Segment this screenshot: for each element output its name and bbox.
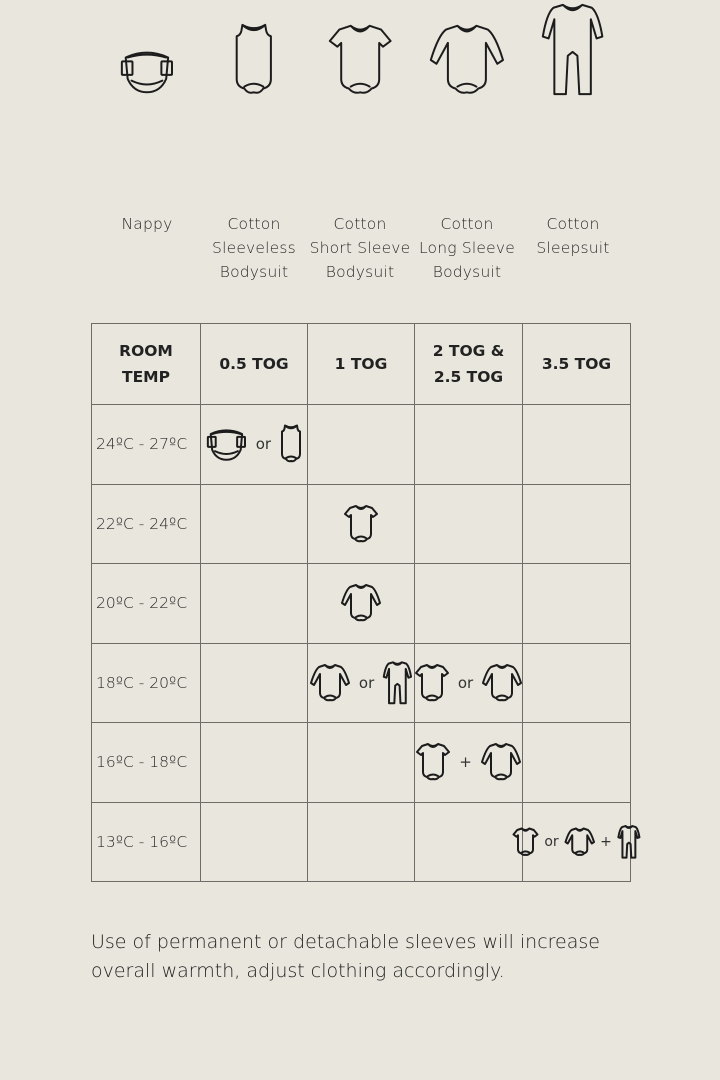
- sleepsuit-icon: [518, 2, 628, 98]
- tog-cell: [415, 564, 523, 644]
- table-row: [92, 643, 631, 723]
- tog-cell: [523, 405, 631, 485]
- short-sleeve-bodysuit-icon: [415, 742, 451, 782]
- tog-cell: [201, 723, 308, 803]
- outfit-combination: [308, 583, 414, 623]
- room-temp-cell: 16ºC - 18ºC: [92, 723, 201, 803]
- legend-item-nappy: [92, 0, 202, 233]
- short-sleeve-bodysuit-icon: [414, 663, 450, 703]
- tog-cell: [308, 643, 415, 723]
- legend-label: Cotton Long Sleeve Bodysuit: [418, 215, 516, 281]
- sleeveless-bodysuit-icon: [199, 22, 309, 98]
- table-row: [92, 723, 631, 803]
- legend-item-sleepsuit: [518, 0, 628, 257]
- legend-item-long-sleeve-bodysuit: [412, 0, 522, 281]
- outfit-combination: [308, 661, 414, 705]
- tog-cell: [415, 484, 523, 564]
- long-sleeve-bodysuit-icon: [564, 827, 596, 857]
- table-header-row: [92, 324, 631, 405]
- sleeveless-bodysuit-icon: [279, 424, 303, 464]
- tog-cell: [308, 723, 415, 803]
- tog-cell: [523, 802, 631, 882]
- tog-cell: [523, 564, 631, 644]
- or-separator: or: [358, 673, 375, 692]
- long-sleeve-bodysuit-icon: [480, 742, 522, 782]
- tog-guide-table: [91, 323, 631, 882]
- sleepsuit-icon: [617, 825, 641, 859]
- tog-cell: [523, 723, 631, 803]
- header-1-tog: 1 TOG: [308, 324, 415, 405]
- short-sleeve-bodysuit-icon: [305, 22, 415, 98]
- tog-cell: [201, 802, 308, 882]
- room-temp-cell: 22ºC - 24ºC: [92, 484, 201, 564]
- header-room-temp: ROOM TEMP: [92, 324, 201, 405]
- nappy-icon: [205, 424, 248, 464]
- warmth-note: Use of permanent or detachable sleeves will increase overall warmth, adjust clothing accordingly.: [91, 931, 600, 982]
- outfit-combination: [415, 663, 522, 703]
- room-temp-cell: 20ºC - 22ºC: [92, 564, 201, 644]
- legend-item-sleeveless-bodysuit: [199, 0, 309, 281]
- table-row: [92, 484, 631, 564]
- plus-separator: +: [600, 833, 612, 850]
- room-temp-cell: 13ºC - 16ºC: [92, 802, 201, 882]
- tog-cell: [201, 405, 308, 485]
- header-3-5-tog: 3.5 TOG: [523, 324, 631, 405]
- table-row: [92, 564, 631, 644]
- or-separator: or: [457, 673, 474, 692]
- table-row: [92, 802, 631, 882]
- tog-cell: [415, 643, 523, 723]
- legend-label: Cotton Sleeveless Bodysuit: [212, 215, 296, 281]
- room-temp-cell: 18ºC - 20ºC: [92, 643, 201, 723]
- room-temp-cell: 24ºC - 27ºC: [92, 405, 201, 485]
- outfit-combination: [308, 504, 414, 544]
- or-separator: or: [544, 833, 559, 850]
- nappy-icon: [92, 44, 202, 98]
- tog-cell: [523, 484, 631, 564]
- legend-label: Cotton Short Sleeve Bodysuit: [309, 215, 411, 281]
- legend-label: Cotton Sleepsuit: [536, 215, 610, 257]
- tog-cell: [308, 564, 415, 644]
- tog-cell: [415, 405, 523, 485]
- legend-label: Nappy: [121, 215, 173, 233]
- short-sleeve-bodysuit-icon: [343, 504, 379, 544]
- tog-cell: [201, 564, 308, 644]
- header-0-5-tog: 0.5 TOG: [201, 324, 308, 405]
- long-sleeve-bodysuit-icon: [340, 583, 382, 623]
- legend-item-short-sleeve-bodysuit: [305, 0, 415, 281]
- short-sleeve-bodysuit-icon: [512, 827, 539, 857]
- tog-cell: [415, 723, 523, 803]
- tog-cell: [308, 405, 415, 485]
- tog-cell: [308, 484, 415, 564]
- plus-separator: +: [459, 753, 472, 772]
- long-sleeve-bodysuit-icon: [309, 663, 351, 703]
- table-body: [92, 405, 631, 882]
- tog-cell: [308, 802, 415, 882]
- tog-cell: [201, 643, 308, 723]
- sleepsuit-icon: [382, 661, 413, 705]
- outfit-combination: [201, 424, 307, 464]
- or-separator: or: [255, 435, 272, 454]
- clothing-legend: [0, 0, 720, 300]
- tog-cell: [201, 484, 308, 564]
- header-2-tog: 2 TOG & 2.5 TOG: [415, 324, 523, 405]
- tog-cell: [415, 802, 523, 882]
- tog-cell: [523, 643, 631, 723]
- outfit-combination: [523, 825, 630, 859]
- long-sleeve-bodysuit-icon: [412, 22, 522, 98]
- table-row: [92, 405, 631, 485]
- long-sleeve-bodysuit-icon: [481, 663, 523, 703]
- outfit-combination: [415, 742, 522, 782]
